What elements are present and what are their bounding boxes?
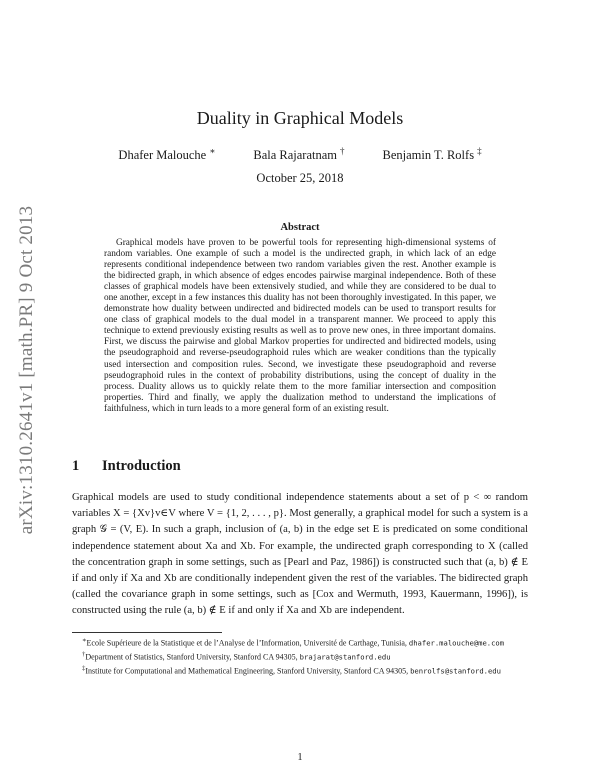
footnote-affiliation: Ecole Supérieure de la Statistique et de l’Analyse de l’Information, Université de Carthage, Tunisia, [86,638,407,648]
abstract-heading: Abstract [280,222,320,233]
section-heading [72,458,181,475]
footnote-email: brajarat@stanford.edu [299,652,391,662]
author [253,146,344,163]
footnote [72,650,528,663]
paper-date: October 25, 2018 [256,171,344,185]
author-name: Benjamin T. Rolfs [382,148,475,163]
footnote-mark: ‡ [82,665,86,673]
footnote-rule [72,632,222,633]
author [383,146,482,163]
footnote-affiliation: Institute for Computational and Mathematical Engineering, Stanford University, Stanford CA 94305, [85,666,409,676]
arxiv-identifier: arXiv:1310.2641v1 [math.PR] 9 Oct 2013 [16,205,37,535]
author-footnote-mark: † [340,146,345,156]
arxiv-stamp [7,180,47,560]
author-name: Dhafer Malouche [118,148,207,163]
footnotes [72,636,528,678]
paper-title: Duality in Graphical Models [196,108,404,128]
introduction-text: Graphical models are used to study conditional independence statements about a set of p < ∞ random variables X = {Xv}v∈V where V = {1, 2, . . . , p}. Most generally, a graphical model for such a system is a graph 𝒢 = (V, E). In such a graph, inclusion of (a, b) in the edge set E is predicated on some conditional independence statement about Xa and Xb. For example, the undirected graph corresponding to X (called the concentration graph in some settings, such as [Pearl and Paz, 1986]) is constructed such that (a, b) ∉ E if and only if Xa and Xb are conditionally independent given the rest of the variables. The bidirected graph (called the covariance graph in some settings, such as [Cox and Wermuth, 1993, Kauermann, 1996]), is constructed using the rule (a, b) ∉ E if and only if Xa and Xb are independent. [72,492,528,617]
author-list [72,146,528,163]
page-number: 1 [297,752,303,763]
footnote-mark: † [82,651,86,659]
section-number: 1 [72,458,80,474]
footnote [72,636,528,649]
author-name: Bala Rajaratnam [253,148,338,163]
footnote-mark: ∗ [82,637,87,644]
footnote-email: dhafer.malouche@me.com [408,638,505,648]
section-title: Introduction [102,458,181,474]
abstract-text: Graphical models have proven to be powerful tools for representing high-dimensional systems of random variables. One example of such a model is the undirected graph, in which lack of an edge represents conditional independence between two random variables given the rest. Another example is the bidirected graph, in which absence of edges encodes pairwise marginal independence. Both of these classes of graphical models have been extensively studied, and while they are considered to be dual to one another, except in a few instances this duality has not been thoroughly investigated. In this paper, we demonstrate how duality between undirected and bidirected models can be used to transport results for one class of graphical models to the dual model in a transparent manner. We proceed to apply this technique to extend previously existing results as well as to prove new ones, in three important domains. First, we discuss the pairwise and global Markov properties for undirected and bidirected models, using the pseudographoid and reverse-pseudographoid rules which are weaker conditions than the typically used intersection and composition rules. Second, we investigate these pseudographoid and reverse pseudographoid rules in the context of probability distributions, using the concept of duality in the process. Duality allows us to quickly relate them to the more familiar intersection and composition properties. Third and finally, we apply the dualization method to understand the implications of faithfulness, which in turn leads to a more general form of an existing result. [104,238,496,414]
footnote [72,664,528,677]
author [118,146,215,163]
author-footnote-mark: ‡ [477,146,482,156]
footnote-affiliation: Department of Statistics, Stanford University, Stanford CA 94305, [85,652,298,662]
footnote-email: benrolfs@stanford.edu [410,666,501,676]
author-footnote-mark: ∗ [209,146,216,156]
